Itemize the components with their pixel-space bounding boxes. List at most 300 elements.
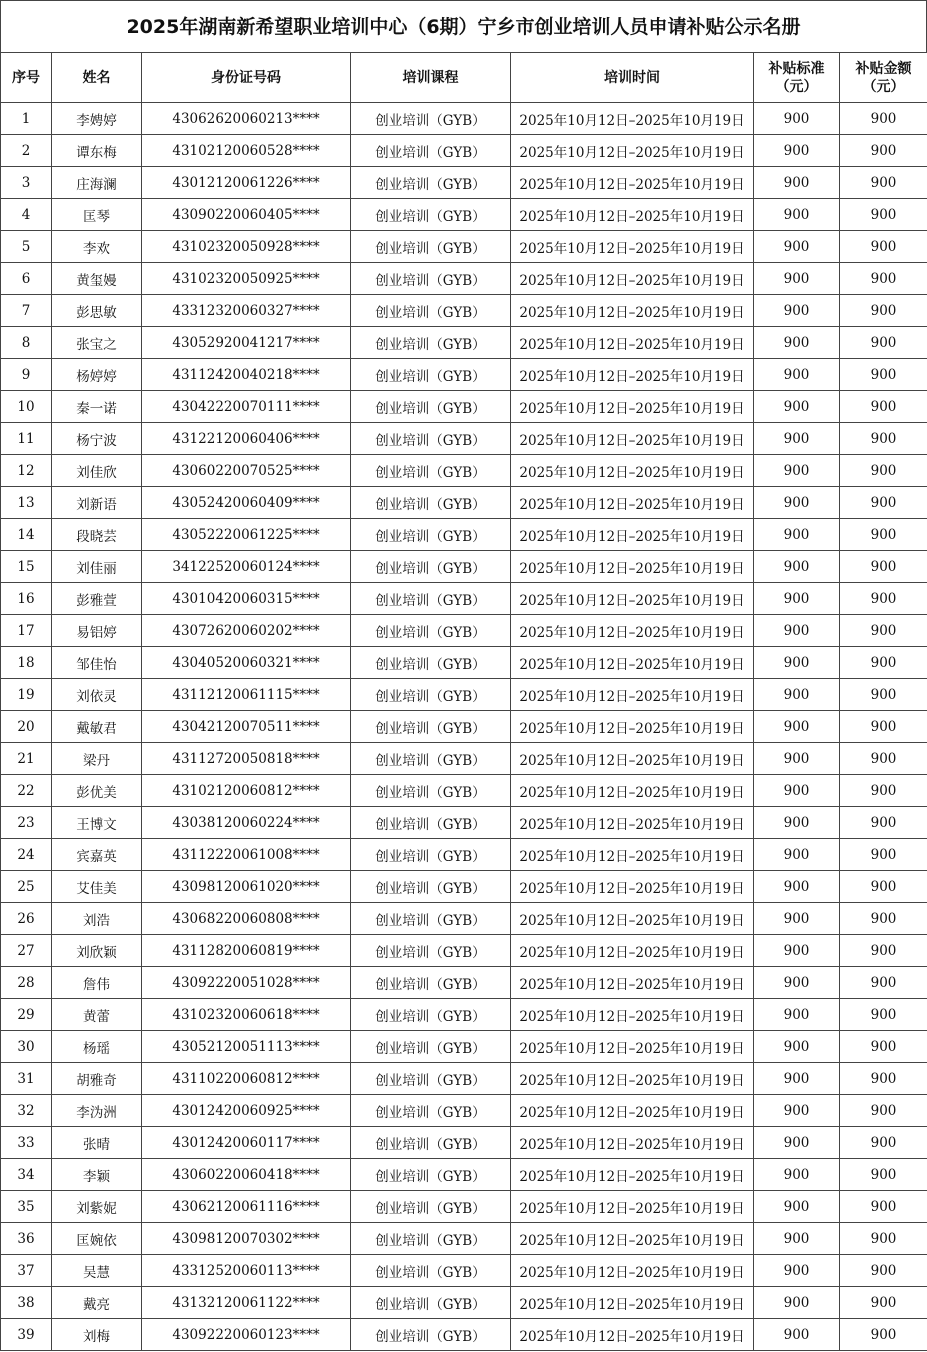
cell-amount: 900 — [840, 103, 927, 135]
cell-name: 宾嘉英 — [52, 839, 142, 871]
cell-standard: 900 — [754, 1319, 840, 1351]
cell-name: 李欢 — [52, 231, 142, 263]
cell-standard: 900 — [754, 1191, 840, 1223]
cell-standard: 900 — [754, 167, 840, 199]
cell-name: 彭优美 — [52, 775, 142, 807]
cell-course: 创业培训（GYB） — [351, 1127, 511, 1159]
table-row — [1, 903, 927, 935]
cell-standard: 900 — [754, 391, 840, 423]
header-time: 培训时间 — [511, 53, 754, 103]
cell-amount: 900 — [840, 679, 927, 711]
cell-index: 14 — [1, 519, 52, 551]
cell-id: 43060220070525**** — [142, 455, 351, 487]
table-row — [1, 1063, 927, 1095]
cell-course: 创业培训（GYB） — [351, 487, 511, 519]
cell-id: 43098120070302**** — [142, 1223, 351, 1255]
cell-standard: 900 — [754, 487, 840, 519]
cell-index: 8 — [1, 327, 52, 359]
table-row — [1, 743, 927, 775]
table-row — [1, 679, 927, 711]
cell-amount: 900 — [840, 839, 927, 871]
cell-amount: 900 — [840, 1063, 927, 1095]
cell-name: 刘梅 — [52, 1319, 142, 1351]
cell-course: 创业培训（GYB） — [351, 999, 511, 1031]
cell-standard: 900 — [754, 711, 840, 743]
cell-index: 7 — [1, 295, 52, 327]
cell-amount: 900 — [840, 1095, 927, 1127]
cell-standard: 900 — [754, 1223, 840, 1255]
header-course: 培训课程 — [351, 53, 511, 103]
cell-index: 36 — [1, 1223, 52, 1255]
cell-id: 43312320060327**** — [142, 295, 351, 327]
cell-name: 匡琴 — [52, 199, 142, 231]
cell-time: 2025年10月12日–2025年10月19日 — [511, 1191, 754, 1223]
cell-time: 2025年10月12日–2025年10月19日 — [511, 135, 754, 167]
cell-course: 创业培训（GYB） — [351, 551, 511, 583]
cell-standard: 900 — [754, 807, 840, 839]
cell-time: 2025年10月12日–2025年10月19日 — [511, 615, 754, 647]
cell-id: 43052920041217**** — [142, 327, 351, 359]
cell-id: 43112220061008**** — [142, 839, 351, 871]
cell-time: 2025年10月12日–2025年10月19日 — [511, 1063, 754, 1095]
header-amount — [840, 53, 927, 103]
cell-course: 创业培训（GYB） — [351, 647, 511, 679]
cell-id: 43052420060409**** — [142, 487, 351, 519]
cell-amount: 900 — [840, 1319, 927, 1351]
cell-time: 2025年10月12日–2025年10月19日 — [511, 551, 754, 583]
cell-index: 23 — [1, 807, 52, 839]
cell-time: 2025年10月12日–2025年10月19日 — [511, 839, 754, 871]
cell-name: 杨婷婷 — [52, 359, 142, 391]
cell-amount: 900 — [840, 135, 927, 167]
header-amount-line1: 补贴金额 — [855, 60, 912, 77]
cell-standard: 900 — [754, 615, 840, 647]
cell-id: 43312520060113**** — [142, 1255, 351, 1287]
cell-name: 刘浩 — [52, 903, 142, 935]
cell-time: 2025年10月12日–2025年10月19日 — [511, 775, 754, 807]
cell-index: 2 — [1, 135, 52, 167]
cell-course: 创业培训（GYB） — [351, 679, 511, 711]
cell-time: 2025年10月12日–2025年10月19日 — [511, 679, 754, 711]
cell-id: 43102120060528**** — [142, 135, 351, 167]
cell-amount: 900 — [840, 807, 927, 839]
cell-course: 创业培训（GYB） — [351, 231, 511, 263]
cell-time: 2025年10月12日–2025年10月19日 — [511, 199, 754, 231]
cell-time: 2025年10月12日–2025年10月19日 — [511, 583, 754, 615]
cell-id: 43010420060315**** — [142, 583, 351, 615]
table-row — [1, 1031, 927, 1063]
header-id: 身份证号码 — [142, 53, 351, 103]
table-row — [1, 263, 927, 295]
cell-id: 43132120061122**** — [142, 1287, 351, 1319]
cell-standard: 900 — [754, 871, 840, 903]
table-row — [1, 583, 927, 615]
cell-amount: 900 — [840, 1031, 927, 1063]
cell-id: 43060220060418**** — [142, 1159, 351, 1191]
cell-standard: 900 — [754, 103, 840, 135]
cell-standard: 900 — [754, 519, 840, 551]
cell-course: 创业培训（GYB） — [351, 359, 511, 391]
cell-index: 31 — [1, 1063, 52, 1095]
cell-id: 43062120061116**** — [142, 1191, 351, 1223]
cell-standard: 900 — [754, 1287, 840, 1319]
cell-course: 创业培训（GYB） — [351, 455, 511, 487]
cell-time: 2025年10月12日–2025年10月19日 — [511, 1031, 754, 1063]
cell-course: 创业培训（GYB） — [351, 1191, 511, 1223]
cell-course: 创业培训（GYB） — [351, 167, 511, 199]
table-row — [1, 1255, 927, 1287]
cell-amount: 900 — [840, 327, 927, 359]
cell-standard: 900 — [754, 231, 840, 263]
cell-index: 1 — [1, 103, 52, 135]
cell-id: 43068220060808**** — [142, 903, 351, 935]
table-row — [1, 167, 927, 199]
cell-standard: 900 — [754, 1255, 840, 1287]
cell-index: 21 — [1, 743, 52, 775]
table-row — [1, 519, 927, 551]
cell-standard: 900 — [754, 967, 840, 999]
cell-amount: 900 — [840, 455, 927, 487]
cell-index: 5 — [1, 231, 52, 263]
cell-name: 张宝之 — [52, 327, 142, 359]
cell-amount: 900 — [840, 903, 927, 935]
cell-time: 2025年10月12日–2025年10月19日 — [511, 519, 754, 551]
cell-name: 邹佳怡 — [52, 647, 142, 679]
cell-time: 2025年10月12日–2025年10月19日 — [511, 231, 754, 263]
cell-time: 2025年10月12日–2025年10月19日 — [511, 359, 754, 391]
cell-name: 易铝婷 — [52, 615, 142, 647]
cell-time: 2025年10月12日–2025年10月19日 — [511, 1127, 754, 1159]
cell-index: 34 — [1, 1159, 52, 1191]
cell-index: 30 — [1, 1031, 52, 1063]
cell-name: 段晓芸 — [52, 519, 142, 551]
cell-id: 34122520060124**** — [142, 551, 351, 583]
cell-amount: 900 — [840, 743, 927, 775]
table-row — [1, 359, 927, 391]
cell-name: 刘佳欣 — [52, 455, 142, 487]
cell-course: 创业培训（GYB） — [351, 903, 511, 935]
cell-course: 创业培训（GYB） — [351, 871, 511, 903]
cell-amount: 900 — [840, 295, 927, 327]
cell-course: 创业培训（GYB） — [351, 615, 511, 647]
header-standard — [754, 53, 840, 103]
cell-id: 43090220060405**** — [142, 199, 351, 231]
cell-name: 谭东梅 — [52, 135, 142, 167]
cell-name: 梁丹 — [52, 743, 142, 775]
cell-standard: 900 — [754, 583, 840, 615]
cell-amount: 900 — [840, 199, 927, 231]
cell-index: 20 — [1, 711, 52, 743]
cell-index: 6 — [1, 263, 52, 295]
cell-index: 39 — [1, 1319, 52, 1351]
table-row — [1, 551, 927, 583]
cell-standard: 900 — [754, 1063, 840, 1095]
cell-index: 38 — [1, 1287, 52, 1319]
table-row — [1, 103, 927, 135]
cell-name: 戴亮 — [52, 1287, 142, 1319]
table-row — [1, 647, 927, 679]
cell-name: 杨宁波 — [52, 423, 142, 455]
cell-amount: 900 — [840, 711, 927, 743]
cell-standard: 900 — [754, 775, 840, 807]
cell-amount: 900 — [840, 871, 927, 903]
cell-time: 2025年10月12日–2025年10月19日 — [511, 167, 754, 199]
cell-course: 创业培训（GYB） — [351, 1095, 511, 1127]
cell-course: 创业培训（GYB） — [351, 295, 511, 327]
cell-amount: 900 — [840, 359, 927, 391]
cell-id: 43110220060812**** — [142, 1063, 351, 1095]
document-title: 2025年湖南新希望职业培训中心（6期）宁乡市创业培训人员申请补贴公示名册 — [0, 0, 927, 52]
cell-course: 创业培训（GYB） — [351, 583, 511, 615]
cell-standard: 900 — [754, 1095, 840, 1127]
cell-name: 秦一诺 — [52, 391, 142, 423]
cell-index: 16 — [1, 583, 52, 615]
cell-course: 创业培训（GYB） — [351, 135, 511, 167]
cell-amount: 900 — [840, 167, 927, 199]
cell-amount: 900 — [840, 1191, 927, 1223]
cell-amount: 900 — [840, 391, 927, 423]
cell-amount: 900 — [840, 423, 927, 455]
cell-name: 黄蕾 — [52, 999, 142, 1031]
cell-name: 王博文 — [52, 807, 142, 839]
header-standard-line2: （元） — [775, 78, 818, 95]
cell-time: 2025年10月12日–2025年10月19日 — [511, 903, 754, 935]
cell-course: 创业培训（GYB） — [351, 327, 511, 359]
cell-standard: 900 — [754, 199, 840, 231]
cell-time: 2025年10月12日–2025年10月19日 — [511, 935, 754, 967]
cell-id: 43102320050925**** — [142, 263, 351, 295]
cell-id: 43012420060925**** — [142, 1095, 351, 1127]
cell-amount: 900 — [840, 1287, 927, 1319]
cell-index: 24 — [1, 839, 52, 871]
cell-standard: 900 — [754, 1031, 840, 1063]
cell-id: 43098120061020**** — [142, 871, 351, 903]
cell-course: 创业培训（GYB） — [351, 1255, 511, 1287]
cell-amount: 900 — [840, 583, 927, 615]
cell-time: 2025年10月12日–2025年10月19日 — [511, 711, 754, 743]
cell-amount: 900 — [840, 263, 927, 295]
cell-standard: 900 — [754, 551, 840, 583]
cell-name: 彭思敏 — [52, 295, 142, 327]
cell-course: 创业培训（GYB） — [351, 807, 511, 839]
cell-name: 庄海澜 — [52, 167, 142, 199]
cell-id: 43092220060123**** — [142, 1319, 351, 1351]
table-row — [1, 1095, 927, 1127]
cell-time: 2025年10月12日–2025年10月19日 — [511, 1319, 754, 1351]
cell-standard: 900 — [754, 647, 840, 679]
cell-name: 彭雅萱 — [52, 583, 142, 615]
cell-standard: 900 — [754, 903, 840, 935]
table-row — [1, 1287, 927, 1319]
table-row — [1, 295, 927, 327]
cell-amount: 900 — [840, 647, 927, 679]
cell-standard: 900 — [754, 1159, 840, 1191]
cell-standard: 900 — [754, 1127, 840, 1159]
table-header-row — [1, 53, 927, 103]
header-index: 序号 — [1, 53, 52, 103]
cell-standard: 900 — [754, 679, 840, 711]
cell-time: 2025年10月12日–2025年10月19日 — [511, 391, 754, 423]
cell-id: 43052220061225**** — [142, 519, 351, 551]
cell-time: 2025年10月12日–2025年10月19日 — [511, 487, 754, 519]
cell-name: 詹伟 — [52, 967, 142, 999]
cell-id: 43112120061115**** — [142, 679, 351, 711]
table-row — [1, 999, 927, 1031]
cell-course: 创业培训（GYB） — [351, 1063, 511, 1095]
cell-name: 张晴 — [52, 1127, 142, 1159]
cell-name: 杨瑶 — [52, 1031, 142, 1063]
cell-index: 19 — [1, 679, 52, 711]
cell-amount: 900 — [840, 519, 927, 551]
cell-time: 2025年10月12日–2025年10月19日 — [511, 1223, 754, 1255]
cell-name: 吴慧 — [52, 1255, 142, 1287]
cell-time: 2025年10月12日–2025年10月19日 — [511, 327, 754, 359]
cell-name: 刘欣颖 — [52, 935, 142, 967]
cell-standard: 900 — [754, 999, 840, 1031]
table-row — [1, 199, 927, 231]
cell-time: 2025年10月12日–2025年10月19日 — [511, 967, 754, 999]
cell-course: 创业培训（GYB） — [351, 1031, 511, 1063]
cell-standard: 900 — [754, 327, 840, 359]
cell-amount: 900 — [840, 615, 927, 647]
cell-id: 43112420040218**** — [142, 359, 351, 391]
cell-course: 创业培训（GYB） — [351, 935, 511, 967]
header-standard-line1: 补贴标准 — [768, 60, 825, 77]
cell-index: 4 — [1, 199, 52, 231]
subsidy-table — [0, 52, 927, 1351]
cell-amount: 900 — [840, 231, 927, 263]
table-row — [1, 775, 927, 807]
cell-name: 李娉婷 — [52, 103, 142, 135]
cell-standard: 900 — [754, 935, 840, 967]
table-row — [1, 135, 927, 167]
cell-time: 2025年10月12日–2025年10月19日 — [511, 807, 754, 839]
table-row — [1, 423, 927, 455]
cell-course: 创业培训（GYB） — [351, 519, 511, 551]
cell-index: 37 — [1, 1255, 52, 1287]
cell-course: 创业培训（GYB） — [351, 199, 511, 231]
cell-id: 43042220070111**** — [142, 391, 351, 423]
cell-id: 43102120060812**** — [142, 775, 351, 807]
cell-index: 11 — [1, 423, 52, 455]
cell-course: 创业培训（GYB） — [351, 839, 511, 871]
cell-time: 2025年10月12日–2025年10月19日 — [511, 647, 754, 679]
cell-time: 2025年10月12日–2025年10月19日 — [511, 1159, 754, 1191]
cell-course: 创业培训（GYB） — [351, 1287, 511, 1319]
cell-id: 43042120070511**** — [142, 711, 351, 743]
cell-name: 李沩洲 — [52, 1095, 142, 1127]
table-row — [1, 615, 927, 647]
cell-index: 33 — [1, 1127, 52, 1159]
cell-name: 刘佳丽 — [52, 551, 142, 583]
cell-amount: 900 — [840, 967, 927, 999]
cell-id: 43012120061226**** — [142, 167, 351, 199]
cell-time: 2025年10月12日–2025年10月19日 — [511, 743, 754, 775]
cell-standard: 900 — [754, 135, 840, 167]
cell-index: 13 — [1, 487, 52, 519]
table-row — [1, 231, 927, 263]
header-amount-line2: （元） — [862, 78, 905, 95]
table-row — [1, 455, 927, 487]
cell-id: 43052120051113**** — [142, 1031, 351, 1063]
cell-id: 43112820060819**** — [142, 935, 351, 967]
table-row — [1, 711, 927, 743]
cell-name: 李颖 — [52, 1159, 142, 1191]
cell-id: 43112720050818**** — [142, 743, 351, 775]
cell-id: 43122120060406**** — [142, 423, 351, 455]
cell-course: 创业培训（GYB） — [351, 967, 511, 999]
table-row — [1, 871, 927, 903]
cell-standard: 900 — [754, 359, 840, 391]
cell-index: 27 — [1, 935, 52, 967]
table-body — [1, 103, 927, 1351]
cell-course: 创业培训（GYB） — [351, 391, 511, 423]
cell-name: 艾佳美 — [52, 871, 142, 903]
table-row — [1, 1191, 927, 1223]
cell-course: 创业培训（GYB） — [351, 1319, 511, 1351]
cell-index: 15 — [1, 551, 52, 583]
cell-course: 创业培训（GYB） — [351, 775, 511, 807]
cell-course: 创业培训（GYB） — [351, 263, 511, 295]
cell-course: 创业培训（GYB） — [351, 423, 511, 455]
cell-amount: 900 — [840, 1223, 927, 1255]
cell-course: 创业培训（GYB） — [351, 711, 511, 743]
cell-amount: 900 — [840, 935, 927, 967]
cell-time: 2025年10月12日–2025年10月19日 — [511, 423, 754, 455]
cell-name: 刘紫妮 — [52, 1191, 142, 1223]
cell-id: 43102320060618**** — [142, 999, 351, 1031]
table-row — [1, 391, 927, 423]
cell-time: 2025年10月12日–2025年10月19日 — [511, 1287, 754, 1319]
cell-index: 25 — [1, 871, 52, 903]
cell-index: 12 — [1, 455, 52, 487]
cell-name: 刘依灵 — [52, 679, 142, 711]
cell-amount: 900 — [840, 1159, 927, 1191]
table-row — [1, 1159, 927, 1191]
cell-time: 2025年10月12日–2025年10月19日 — [511, 871, 754, 903]
table-row — [1, 967, 927, 999]
cell-course: 创业培训（GYB） — [351, 1159, 511, 1191]
cell-time: 2025年10月12日–2025年10月19日 — [511, 999, 754, 1031]
cell-course: 创业培训（GYB） — [351, 103, 511, 135]
cell-index: 18 — [1, 647, 52, 679]
cell-index: 35 — [1, 1191, 52, 1223]
cell-id: 43038120060224**** — [142, 807, 351, 839]
cell-time: 2025年10月12日–2025年10月19日 — [511, 103, 754, 135]
cell-index: 3 — [1, 167, 52, 199]
cell-index: 22 — [1, 775, 52, 807]
cell-standard: 900 — [754, 423, 840, 455]
cell-index: 28 — [1, 967, 52, 999]
cell-standard: 900 — [754, 455, 840, 487]
cell-index: 9 — [1, 359, 52, 391]
table-row — [1, 1127, 927, 1159]
cell-id: 43012420060117**** — [142, 1127, 351, 1159]
cell-name: 黄玺嫚 — [52, 263, 142, 295]
cell-amount: 900 — [840, 999, 927, 1031]
cell-amount: 900 — [840, 775, 927, 807]
cell-index: 17 — [1, 615, 52, 647]
table-row — [1, 807, 927, 839]
cell-id: 43072620060202**** — [142, 615, 351, 647]
cell-name: 戴敏君 — [52, 711, 142, 743]
cell-amount: 900 — [840, 487, 927, 519]
cell-standard: 900 — [754, 743, 840, 775]
cell-amount: 900 — [840, 1127, 927, 1159]
cell-course: 创业培训（GYB） — [351, 743, 511, 775]
cell-id: 43040520060321**** — [142, 647, 351, 679]
cell-time: 2025年10月12日–2025年10月19日 — [511, 1095, 754, 1127]
